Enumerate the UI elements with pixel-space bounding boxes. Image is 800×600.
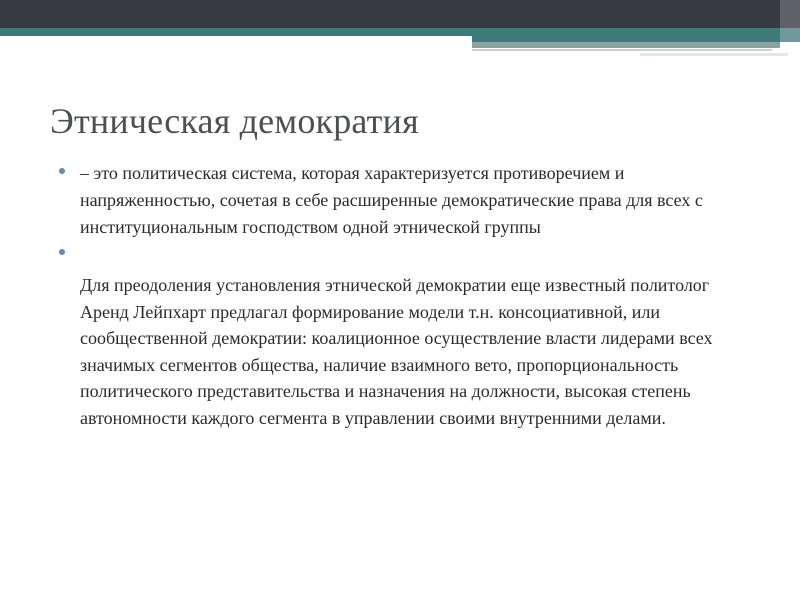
header-teal-band-end	[780, 28, 800, 42]
header-dark-band	[0, 0, 780, 28]
bullet-text: – это политическая система, которая характеризуется противоречием и напряженностью, сочетая в себе расширенные демократические права для всех с институциональным господством одной этнической группы	[80, 163, 703, 237]
slide-title: Этническая демократия	[50, 101, 419, 141]
paragraph-consociational: Для преодоления установления этнической демократии еще известный политолог Аренд Лейпхарт предлагал формирование модели т.н. консоциативной, или сообщественной демократии: коалиционное осуществление власти лидерами всех значимых сегментов общества, наличие взаимного вето, пропорциональность политического представительства и назначения на должности, высокая степень автономности каждого сегмента в управлении своими внутренними делами.	[80, 275, 713, 428]
slide-header-decoration	[0, 0, 800, 60]
header-thin-line	[472, 49, 772, 51]
header-dark-band-end	[780, 0, 800, 28]
header-white-tab	[0, 36, 472, 56]
header-thin-line-right	[640, 53, 788, 56]
bullet-item-empty	[58, 241, 748, 268]
bullet-list	[58, 160, 748, 431]
header-gray-strip	[472, 42, 780, 48]
bullet-item-definition	[58, 160, 748, 241]
bullet-icon	[58, 248, 66, 256]
bullet-icon	[58, 167, 66, 175]
